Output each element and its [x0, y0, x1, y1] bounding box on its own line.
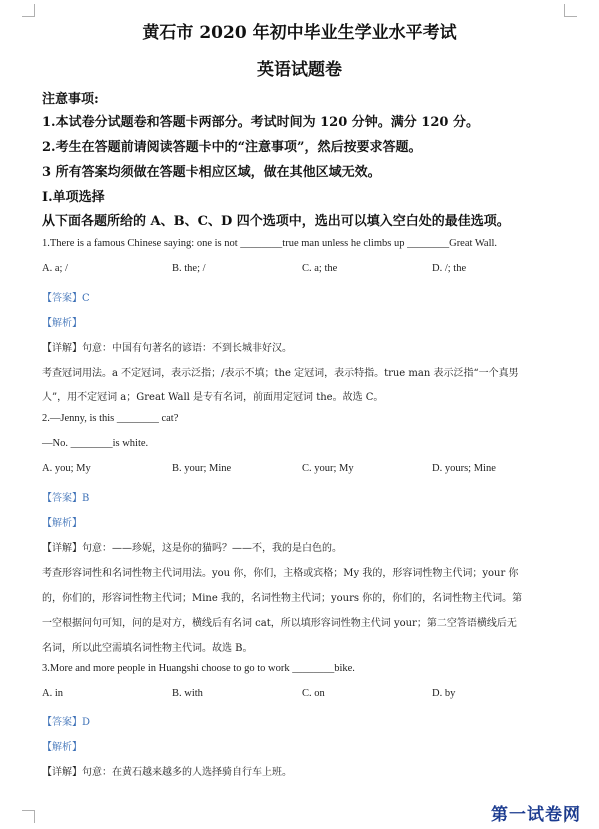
corner-mark-top-right [564, 4, 577, 17]
detail-line: 【详解】句意：在黄石越来越多的人选择骑自行车上班。 [42, 767, 292, 778]
question-stem: 3.More and more people in Huangshi choose to go to work ________bike. [42, 663, 355, 674]
detail-line: 名词，所以此空需填名词性物主代词。故选 B。 [42, 643, 253, 654]
corner-mark-top-left [22, 4, 35, 17]
question-stem: 2.—Jenny, is this ________ cat? [42, 413, 179, 424]
question-stem: 1.There is a famous Chinese saying: one is not ________true man unless he climbs up ________Great Wall. [42, 238, 498, 249]
analysis-tag: 【解析】 [42, 318, 82, 329]
detail-line: 的，你们的，形容词性物主代词；Mine 我的，名词性物主代词；yours 你的，你们的，名词性物主代词。第 [42, 593, 523, 604]
section-title: I.单项选择 [42, 190, 105, 205]
section-instruction: 从下面各题所给的 A、B、C、D 四个选项中，选出可以填入空白处的最佳选项。 [42, 214, 510, 229]
page-subtitle: 英语试题卷 [257, 60, 342, 80]
detail-line: 【详解】句意：中国有句著名的谚语：不到长城非好汉。 [42, 343, 292, 354]
detail-line: 考查冠词用法。a 不定冠词，表示泛指；/表示不填；the 定冠词，表示特指。true man 表示泛指“一个真男 [42, 368, 519, 379]
option-b: B. with [172, 688, 203, 699]
site-brand-logo: 第一试卷网 [491, 805, 581, 825]
answer-tag: 【答案】C [42, 293, 90, 304]
answer-tag: 【答案】D [42, 717, 91, 728]
option-b: B. the; / [172, 263, 206, 274]
analysis-tag: 【解析】 [42, 518, 82, 529]
notice-item: 3 所有答案均须做在答题卡相应区域，做在其他区域无效。 [42, 165, 381, 180]
answer-tag: 【答案】B [42, 493, 90, 504]
option-d: D. yours; Mine [432, 463, 496, 474]
option-a: A. you; My [42, 463, 91, 474]
option-d: D. by [432, 688, 456, 699]
detail-line: 考查形容词性和名词性物主代词用法。you 你，你们，主格或宾格；My 我的，形容词性物主代词；your 你 [42, 568, 519, 579]
analysis-tag: 【解析】 [42, 742, 82, 753]
detail-line: 人”，用不定冠词 a；Great Wall 是专有名词，前面用定冠词 the。故选 C。 [42, 392, 384, 403]
detail-line: 【详解】句意：——珍妮，这是你的猫吗？——不，我的是白色的。 [42, 543, 342, 554]
option-c: C. your; My [302, 463, 354, 474]
notice-item: 1.本试卷分试题卷和答题卡两部分。考试时间为 120 分钟。满分 120 分。 [42, 115, 479, 130]
notice-item: 2.考生在答题前请阅读答题卡中的“注意事项”，然后按要求答题。 [42, 140, 422, 155]
detail-line: 一空根据问句可知，问的是对方，横线后有名词 cat，所以填形容词性物主代词 your；第二空答语横线后无 [42, 618, 517, 629]
corner-mark-bottom-left [22, 810, 35, 823]
notice-heading: 注意事项: [42, 92, 99, 107]
option-d: D. /; the [432, 263, 467, 274]
option-b: B. your; Mine [172, 463, 232, 474]
option-c: C. on [302, 688, 325, 699]
page-title: 黄石市 2020 年初中毕业生学业水平考试 [142, 23, 457, 43]
option-a: A. in [42, 688, 63, 699]
option-a: A. a; / [42, 263, 68, 274]
option-c: C. a; the [302, 263, 338, 274]
question-stem: —No. ________is white. [42, 438, 149, 449]
